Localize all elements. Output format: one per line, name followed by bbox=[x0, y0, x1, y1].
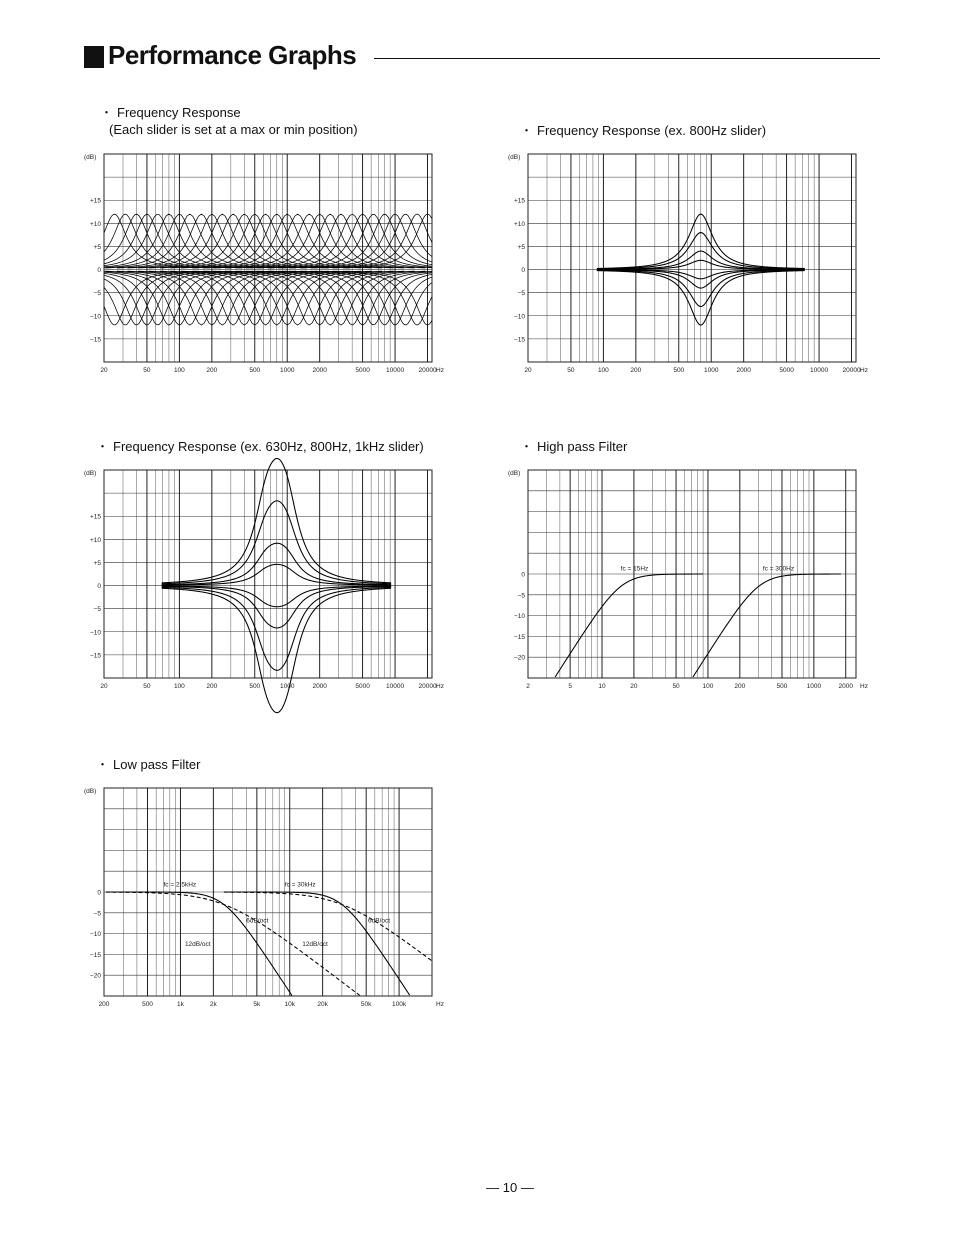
x-tick-label: 2 bbox=[526, 683, 530, 690]
y-tick-label: −5 bbox=[93, 910, 101, 918]
page-number: — 10 — bbox=[486, 1180, 534, 1195]
x-tick-label: 200 bbox=[206, 367, 218, 374]
y-tick-label: +5 bbox=[517, 243, 525, 251]
x-tick-label: 20 bbox=[524, 367, 532, 374]
y-tick-label: +10 bbox=[513, 220, 525, 228]
curve-label: 6dB/oct bbox=[246, 917, 269, 925]
y-tick-label: +15 bbox=[89, 197, 101, 205]
x-tick-label: 2000 bbox=[838, 683, 853, 690]
y-tick-label: 0 bbox=[97, 267, 101, 275]
caption-hpf bbox=[520, 438, 627, 455]
y-tick-label: −20 bbox=[89, 972, 101, 980]
y-tick-label: +5 bbox=[93, 243, 101, 251]
x-tick-label: 100 bbox=[702, 683, 714, 690]
y-tick-label: +10 bbox=[89, 220, 101, 228]
curve-label: 12dB/oct bbox=[302, 941, 328, 949]
x-tick-label: 10000 bbox=[386, 367, 405, 374]
x-tick-label: 500 bbox=[249, 367, 261, 374]
y-tick-label: 0 bbox=[97, 889, 101, 897]
chart-high-pass-filter bbox=[506, 466, 876, 694]
caption-lpf bbox=[96, 756, 200, 773]
x-tick-label: 5000 bbox=[355, 683, 370, 690]
y-tick-label: −5 bbox=[93, 606, 101, 614]
x-tick-label: 2k bbox=[209, 1001, 217, 1008]
caption-lpf-text: Low pass Filter bbox=[113, 757, 201, 772]
x-tick-label: 5000 bbox=[355, 367, 370, 374]
x-tick-label: 200 bbox=[734, 683, 746, 690]
y-tick-label: +5 bbox=[93, 559, 101, 567]
x-tick-label: 10 bbox=[598, 683, 606, 690]
x-tick-label: 50 bbox=[567, 367, 575, 374]
header-rule bbox=[374, 58, 880, 59]
x-tick-label: 20 bbox=[100, 683, 108, 690]
x-axis-unit-label: Hz bbox=[436, 1001, 444, 1008]
x-tick-label: 20k bbox=[317, 1001, 328, 1008]
caption-bullet: ・ bbox=[100, 105, 114, 120]
y-tick-label: −5 bbox=[517, 592, 525, 600]
y-tick-label: 0 bbox=[521, 571, 525, 579]
y-tick-label: 0 bbox=[97, 583, 101, 591]
x-tick-label: 5 bbox=[568, 683, 572, 690]
y-tick-label: −15 bbox=[513, 336, 525, 344]
y-axis-label: (dB) bbox=[508, 470, 521, 477]
y-tick-label: −5 bbox=[517, 290, 525, 298]
x-tick-label: 200 bbox=[98, 1001, 110, 1008]
x-axis-unit-label: Hz bbox=[860, 683, 868, 690]
curve-label: fc = 15Hz bbox=[620, 565, 649, 573]
y-tick-label: −15 bbox=[89, 652, 101, 660]
x-tick-label: 100 bbox=[173, 683, 185, 690]
annotation-label: fc = 30kHz bbox=[284, 881, 316, 889]
caption-hpf-text: High pass Filter bbox=[537, 439, 628, 454]
y-axis-label: (dB) bbox=[84, 788, 97, 795]
x-tick-label: 5000 bbox=[779, 367, 794, 374]
y-axis-label: (dB) bbox=[84, 154, 97, 161]
y-tick-label: −15 bbox=[89, 951, 101, 959]
chart-frequency-response-all bbox=[82, 150, 452, 378]
section-header bbox=[84, 40, 880, 74]
x-axis-unit-label: Hz bbox=[860, 367, 868, 374]
x-tick-label: 2000 bbox=[312, 683, 327, 690]
caption-bullet: ・ bbox=[96, 757, 110, 772]
caption-fr-multi bbox=[96, 438, 424, 455]
x-tick-label: 500 bbox=[673, 367, 685, 374]
x-tick-label: 20000 bbox=[418, 367, 437, 374]
x-tick-label: 2000 bbox=[736, 367, 751, 374]
y-tick-label: −10 bbox=[89, 931, 101, 939]
section-bullet-square bbox=[84, 46, 104, 68]
chart-low-pass-filter bbox=[82, 784, 452, 1012]
y-tick-label: −15 bbox=[513, 633, 525, 641]
x-tick-label: 20 bbox=[100, 367, 108, 374]
annotation-label: fc = 2.5kHz bbox=[163, 881, 197, 889]
y-tick-label: +15 bbox=[513, 197, 525, 205]
y-tick-label: −10 bbox=[513, 313, 525, 321]
caption-fr-800-text: Frequency Response (ex. 800Hz slider) bbox=[537, 123, 767, 138]
caption-fr-all-line2: (Each slider is set at a max or min position) bbox=[109, 122, 358, 137]
x-tick-label: 50k bbox=[360, 1001, 372, 1008]
y-tick-label: −10 bbox=[89, 313, 101, 321]
caption-fr-all bbox=[100, 104, 241, 121]
x-tick-label: 200 bbox=[630, 367, 642, 374]
caption-fr-800 bbox=[520, 122, 766, 139]
x-tick-label: 1000 bbox=[806, 683, 822, 690]
caption-fr-all-line1: Frequency Response bbox=[117, 105, 241, 120]
caption-fr-multi-text: Frequency Response (ex. 630Hz, 800Hz, 1kHz slider) bbox=[113, 439, 424, 454]
y-tick-label: −20 bbox=[513, 654, 525, 662]
curve-label: 12dB/oct bbox=[184, 941, 211, 949]
x-tick-label: 1000 bbox=[703, 367, 719, 374]
x-tick-label: 500 bbox=[776, 683, 788, 690]
x-tick-label: 20 bbox=[630, 683, 638, 690]
y-tick-label: −10 bbox=[513, 613, 525, 621]
x-tick-label: 20000 bbox=[842, 367, 861, 374]
x-tick-label: 10000 bbox=[386, 683, 405, 690]
x-tick-label: 500 bbox=[249, 683, 261, 690]
x-tick-label: 50 bbox=[672, 683, 680, 690]
x-tick-label: 200 bbox=[206, 683, 218, 690]
chart-frequency-response-multi bbox=[82, 466, 452, 694]
x-tick-label: 50 bbox=[143, 367, 151, 374]
x-tick-label: 1000 bbox=[279, 683, 295, 690]
y-tick-label: −15 bbox=[89, 336, 101, 344]
x-tick-label: 50 bbox=[143, 683, 151, 690]
y-tick-label: +10 bbox=[89, 536, 101, 544]
plot-frame bbox=[104, 470, 432, 678]
x-tick-label: 100 bbox=[597, 367, 609, 374]
x-tick-label: 500 bbox=[142, 1001, 153, 1008]
curve-label: 6dB/oct bbox=[368, 917, 391, 925]
x-tick-label: 20000 bbox=[418, 683, 437, 690]
page-title: Performance Graphs bbox=[108, 40, 357, 70]
y-tick-label: −5 bbox=[93, 290, 101, 298]
caption-bullet: ・ bbox=[96, 439, 110, 454]
y-axis-label: (dB) bbox=[508, 154, 521, 161]
x-tick-label: 1000 bbox=[279, 367, 295, 374]
x-axis-unit-label: Hz bbox=[436, 367, 444, 374]
y-tick-label: +15 bbox=[89, 513, 101, 521]
plot-frame bbox=[528, 154, 856, 362]
x-tick-label: 100 bbox=[173, 367, 185, 374]
caption-bullet: ・ bbox=[520, 439, 534, 454]
x-tick-label: 10k bbox=[284, 1001, 295, 1008]
y-axis-label: (dB) bbox=[84, 470, 97, 477]
curve-label: fc = 300Hz bbox=[762, 565, 795, 573]
chart-frequency-response-800hz bbox=[506, 150, 876, 378]
x-tick-label: 10000 bbox=[810, 367, 829, 374]
y-tick-label: 0 bbox=[521, 267, 525, 275]
x-tick-label: 2000 bbox=[312, 367, 327, 374]
x-tick-label: 5k bbox=[253, 1001, 261, 1008]
caption-bullet: ・ bbox=[520, 123, 534, 138]
y-tick-label: −10 bbox=[89, 629, 101, 637]
x-axis-unit-label: Hz bbox=[436, 683, 444, 690]
x-tick-label: 100k bbox=[392, 1001, 407, 1008]
x-tick-label: 1k bbox=[176, 1001, 184, 1008]
